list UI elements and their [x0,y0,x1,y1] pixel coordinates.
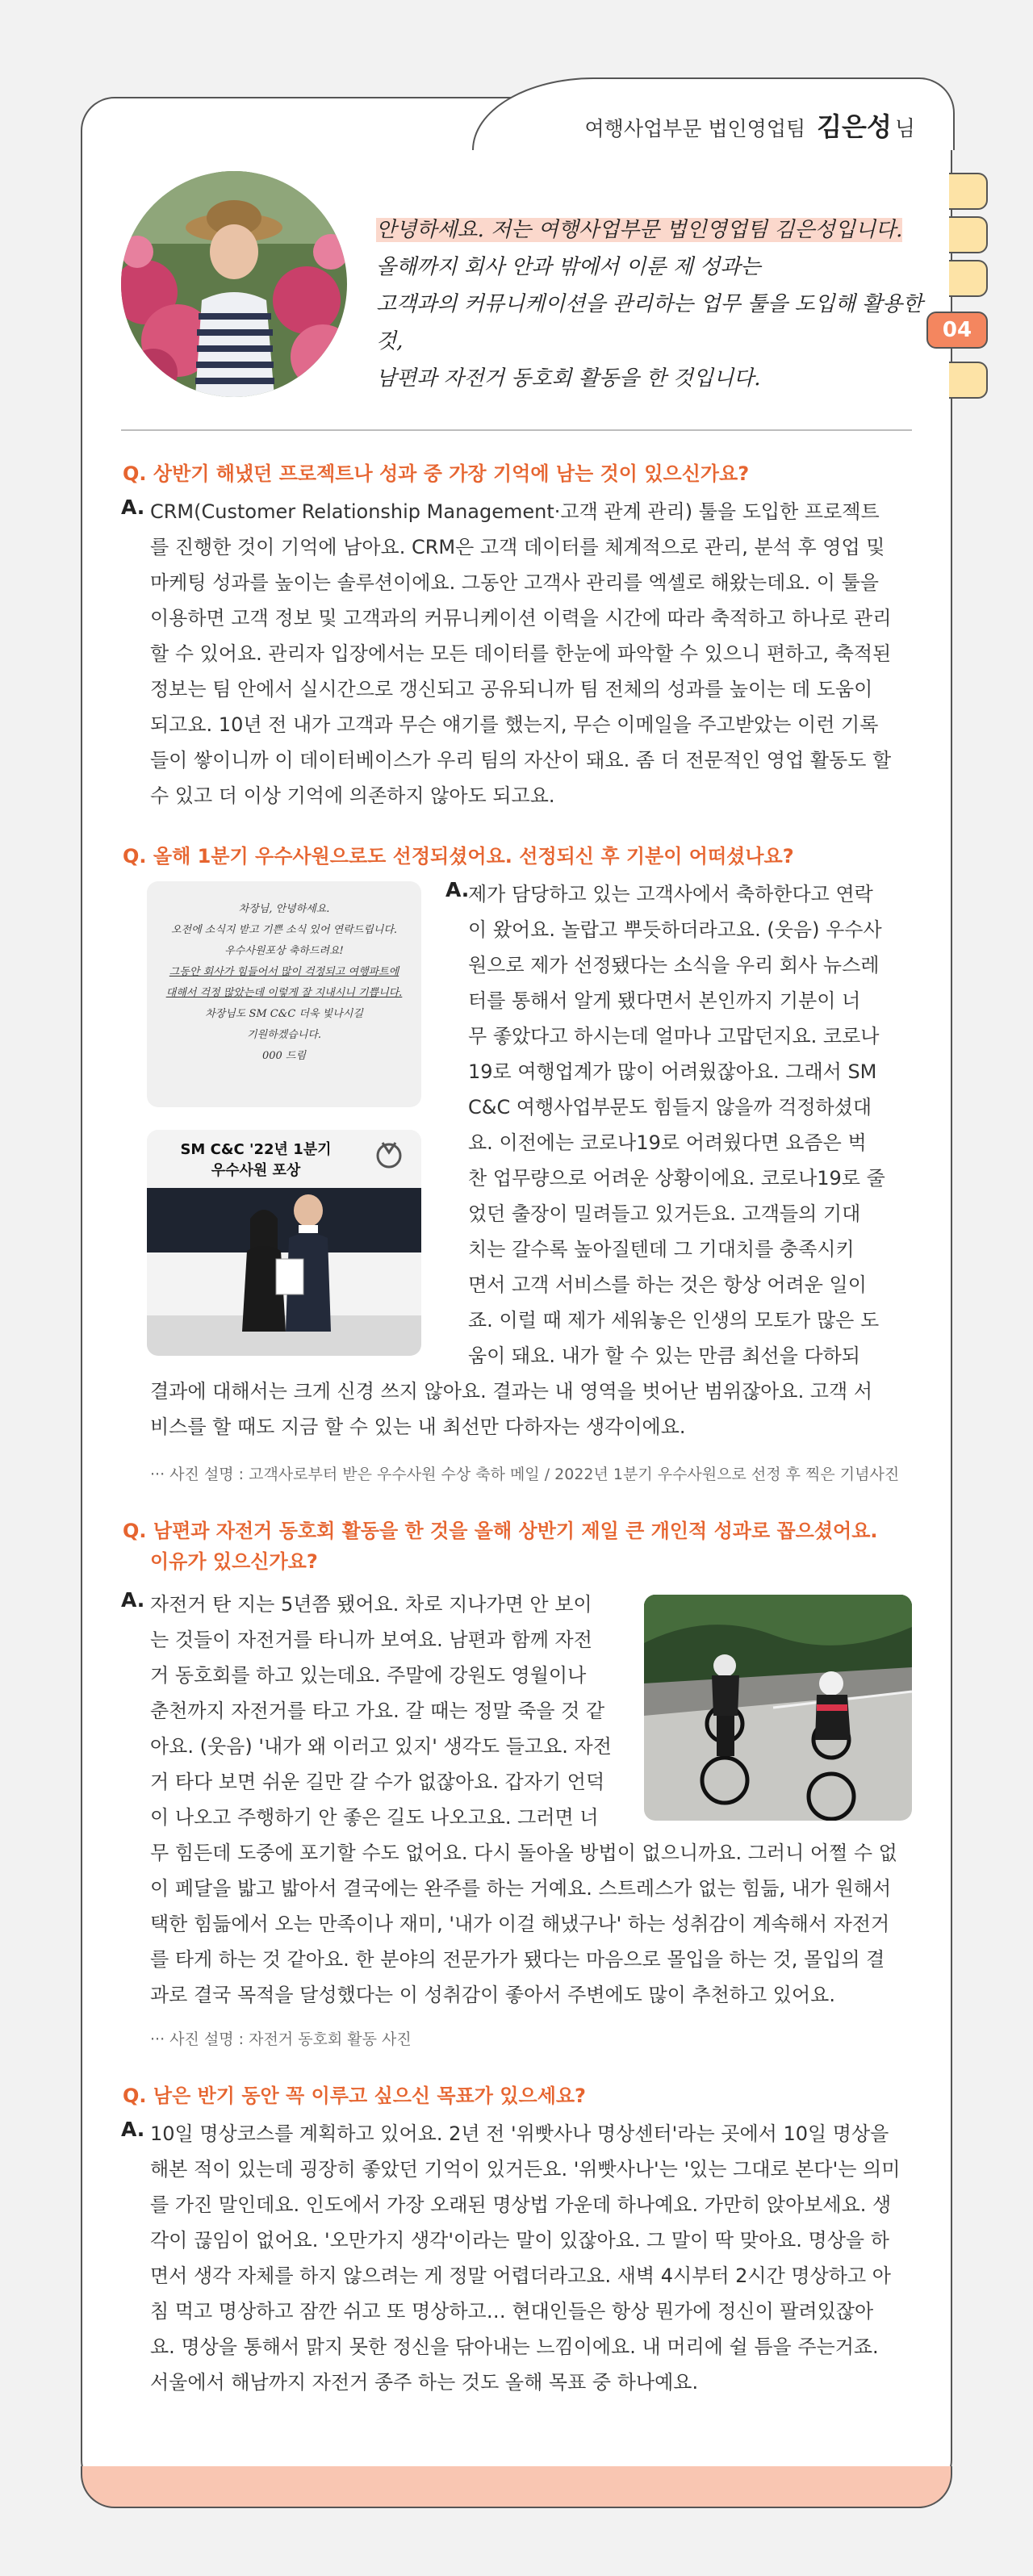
intro-line-4: 남편과 자전거 동호회 활동을 한 것입니다. [376,366,761,391]
side-tab-1[interactable] [949,173,988,210]
answer-line: 면서 고객 서비스를 하는 것은 항상 어려운 일이 [468,1273,867,1296]
profile-photo [121,171,347,397]
answer-line: 이 나오고 주행하기 안 좋은 길도 나오고요. 그러면 너 [150,1806,599,1829]
answer-line: 요. 이전에는 코로나19로 어려웠다면 요즘은 벅 [468,1131,867,1154]
answer-line: 이용하면 고객 정보 및 고객과의 커뮤니케이션 이력을 시간에 따라 축적하고 하나로 관리 [150,607,892,629]
answer-line: 서울에서 해남까지 자전거 종주 하는 것도 올해 목표 중 하나예요. [150,2371,699,2394]
question-text: 올해 1분기 우수사원으로도 선정되셨어요. 선정되신 후 기분이 어떠셨나요? [153,845,794,868]
answer-line: 각이 끊임이 없어요. '오만가지 생각'이라는 말이 있잖아요. 그 말이 딱 맞아요. 명상을 하 [150,2229,889,2252]
letter-line: 기원하겠습니다. [246,1029,322,1041]
question-4 [123,2080,914,2111]
question-text: 남은 반기 동안 꼭 이루고 싶으신 목표가 있으세요? [153,2085,586,2107]
letter-line: 그동안 회사가 힘들어서 많이 걱정되고 여행파트에 [169,966,399,978]
answer-line: 수 있고 더 이상 기억에 의존하지 않아도 되고요. [150,784,555,807]
answer-line: CRM(Customer Relationship Management·고객 관계 관리) 툴을 도입한 프로젝트 [150,500,880,523]
answer-line: 거 동호회를 하고 있는데요. 주말에 강원도 영월이나 [150,1664,587,1687]
answer-line: 면서 생각 자체를 하지 않으려는 게 정말 어렵더라고요. 새벽 4시부터 2시간 명상하고 아 [150,2264,891,2287]
answer-line: 무 좋았다고 하시는데 얼마나 고맙던지요. 코로나 [468,1025,880,1048]
answer-line: 춘천까지 자전거를 타고 가요. 갈 때는 정말 죽을 것 같 [150,1700,605,1722]
answer-line: 자전거 탄 지는 5년쯤 됐어요. 차로 지나가면 안 보이 [150,1593,592,1616]
answer-line: 되고요. 10년 전 내가 고객과 무슨 얘기를 했는지, 무슨 이메일을 주고받았는 이런 기록 [150,713,879,736]
answer-line: 무 힘든데 도중에 포기할 수도 없어요. 다시 돌아올 방법이 없으니까요. 그러니 어쩔 수 없 [150,1842,897,1864]
author-suffix: 님 [894,117,915,141]
answer-1 [150,494,914,813]
side-tab-active[interactable]: 04 [926,312,988,349]
answer-line: 19로 여행업계가 많이 어려웠잖아요. 그래서 SM [468,1060,877,1083]
answer-mark: A. [445,878,470,901]
answer-line: 침 먹고 명상하고 잠깐 쉬고 또 명상하고… 현대인들은 항상 뭔가에 정신이 팔려있잖아 [150,2300,874,2323]
letter-line: 차장님, 안녕하세요. [238,903,330,915]
answer-line: 이 페달을 밟고 밟아서 결국에는 완주를 하는 거예요. 스트레스가 없는 힘듦, 내가 원해서 [150,1877,892,1900]
question-text: 상반기 해냈던 프로젝트나 성과 중 가장 기억에 남는 것이 있으신가요? [153,462,750,485]
photo-caption-2: ··· 사진 설명 : 고객사로부터 받은 우수사원 수상 축하 메일 / 2022년 1분기 우수사원으로 선정 후 찍은 기념사진 [150,1466,900,1483]
intro-line-2: 올해까지 회사 안과 밖에서 이룬 제 성과는 [376,255,761,279]
intro-line-1: 안녕하세요. 저는 여행사업부문 법인영업팀 김은성입니다. [376,218,903,242]
letter-line: 000 드림 [261,1050,307,1062]
answer-line: 과로 결국 목적을 달성했다는 이 성취감이 좋아서 주변에도 많이 추천하고 있어요. [150,1984,835,2006]
answer-line: 10일 명상코스를 계획하고 있어요. 2년 전 '위빳사나 명상센터'라는 곳에서 10일 명상을 [150,2122,889,2145]
answer-line: 요. 명상을 통해서 맑지 못한 정신을 닦아내는 느낌이에요. 내 머리에 쉴 틈을 주는거죠. [150,2336,879,2358]
author-header [585,107,915,144]
question-text-2: 이유가 있으신가요? [150,1550,318,1573]
letter-line: 우수사원포상 축하드려요! [224,945,344,957]
answer-line: 는 것들이 자전거를 타니까 보여요. 남편과 함께 자전 [150,1629,592,1651]
photo-caption-3: ··· 사진 설명 : 자전거 동호회 활동 사진 [150,2030,412,2048]
letter-line: 대해서 걱정 많았는데 이렇게 잘 지내시니 기쁩니다. [165,987,403,999]
award-line-1: SM C&C '22년 1분기 [180,1141,332,1158]
answer-line: 터를 통해서 알게 됐다면서 본인까지 기분이 너 [468,989,861,1012]
answer-line: 할 수 있어요. 관리자 입장에서는 모든 데이터를 한눈에 파악할 수 있으니 편하고, 축적된 [150,642,892,665]
question-mark: Q. [123,1520,147,1542]
answer-line: 거 타다 보면 쉬운 길만 갈 수가 없잖아요. 갑자기 언덕 [150,1771,605,1793]
answer-3-side [150,1587,625,1835]
author-department: 여행사업부문 법인영업팀 [584,117,806,140]
answer-mark: A. [121,1588,145,1612]
question-mark: Q. [123,2085,147,2107]
answer-line: 움이 돼요. 내가 할 수 있는 만큼 최선을 다하되 [468,1344,860,1367]
answer-line: 원으로 제가 선정됐다는 소식을 우리 회사 뉴스레 [468,954,880,976]
answer-line: 아요. (웃음) '내가 왜 이러고 있지' 생각도 들고요. 자전 [150,1735,612,1758]
answer-line: 를 타게 하는 것 같아요. 한 분야의 전문가가 됐다는 마음으로 몰입을 하는 것, 몰입의 결 [150,1948,885,1971]
question-mark: Q. [123,845,147,868]
award-banner-text [147,1140,365,1181]
intro-line-3: 고객과의 커뮤니케이션을 관리하는 업무 툴을 도입해 활용한 것, [376,292,923,353]
side-tab-5[interactable] [949,362,988,399]
answer-line: 이 왔어요. 놀랍고 뿌듯하더라고요. (웃음) 우수사 [468,918,882,941]
question-1 [123,458,914,489]
answer-line: C&C 여행사업부문도 힘들지 않을까 걱정하셨대 [468,1096,872,1119]
answer-3-full [150,1835,914,2013]
answer-line: 찬 업무량으로 어려운 상황이에요. 코로나19로 줄 [468,1167,885,1190]
answer-line: 들이 쌓이니까 이 데이터베이스가 우리 팀의 자산이 돼요. 좀 더 전문적인 영업 활동도 할 [150,749,892,772]
question-3 [123,1516,914,1577]
answer-2-side [468,876,914,1374]
answer-line: 었던 출장이 밀려들고 있거든요. 고객들의 기대 [468,1202,861,1225]
question-2 [123,841,914,872]
divider [121,429,912,431]
letter-line: 오전에 소식지 받고 기쁜 소식 있어 연락드립니다. [170,924,398,936]
answer-4 [150,2116,914,2400]
answer-mark: A. [121,2118,145,2141]
answer-mark: A. [121,496,145,519]
answer-line: 정보는 팀 안에서 실시간으로 갱신되고 공유되니까 팀 전체의 성과를 높이는 데 도움이 [150,678,873,700]
answer-2-full [150,1374,914,1445]
question-mark: Q. [123,462,147,485]
intro-text [376,211,925,397]
answer-line: 택한 힘듦에서 오는 만족이나 재미, '내가 이걸 해냈구나' 하는 성취감이 계속해서 자전거 [150,1913,890,1935]
side-tab-3[interactable] [949,260,988,297]
side-tab-2[interactable] [949,216,988,253]
award-photo [147,1130,421,1356]
cycling-photo [644,1595,912,1821]
card-bottom-strip [81,2466,952,2508]
answer-line: 제가 담당하고 있는 고객사에서 축하한다고 연락 [468,883,873,905]
congratulation-letter-image [147,881,421,1107]
answer-line: 결과에 대해서는 크게 신경 쓰지 않아요. 결과는 내 영역을 벗어난 범위잖아요. 고객 서 [150,1380,873,1403]
answer-line: 해본 적이 있는데 굉장히 좋았던 기억이 있거든요. '위빳사나'는 '있는 그대로 본다'는 의미 [150,2158,901,2181]
answer-line: 치는 갈수록 높아질텐데 그 기대치를 충족시키 [468,1238,855,1261]
letter-line: 차장님도 SM C&C 더욱 빛나시길 [205,1008,363,1020]
question-text-1: 남편과 자전거 동호회 활동을 한 것을 올해 상반기 제일 큰 개인적 성과로 꼽으셨어요. [153,1520,878,1542]
award-line-2: 우수사원 포상 [211,1162,301,1179]
answer-line: 를 가진 말인데요. 인도에서 가장 오래된 명상법 가운데 하나예요. 가만히 앉아보세요. 생 [150,2193,892,2216]
answer-line: 죠. 이럴 때 제가 세워놓은 인생의 모토가 많은 도 [468,1309,880,1332]
answer-line: 비스를 할 때도 지금 할 수 있는 내 최선만 다하자는 생각이에요. [150,1416,686,1438]
answer-line: 마케팅 성과를 높이는 솔루션이에요. 그동안 고객사 관리를 엑셀로 해왔는데요. 이 툴을 [150,571,879,594]
answer-line: 를 진행한 것이 기억에 남아요. CRM은 고객 데이터를 체계적으로 관리, 분석 후 영업 및 [150,536,885,558]
author-name: 김은성 [817,111,892,142]
